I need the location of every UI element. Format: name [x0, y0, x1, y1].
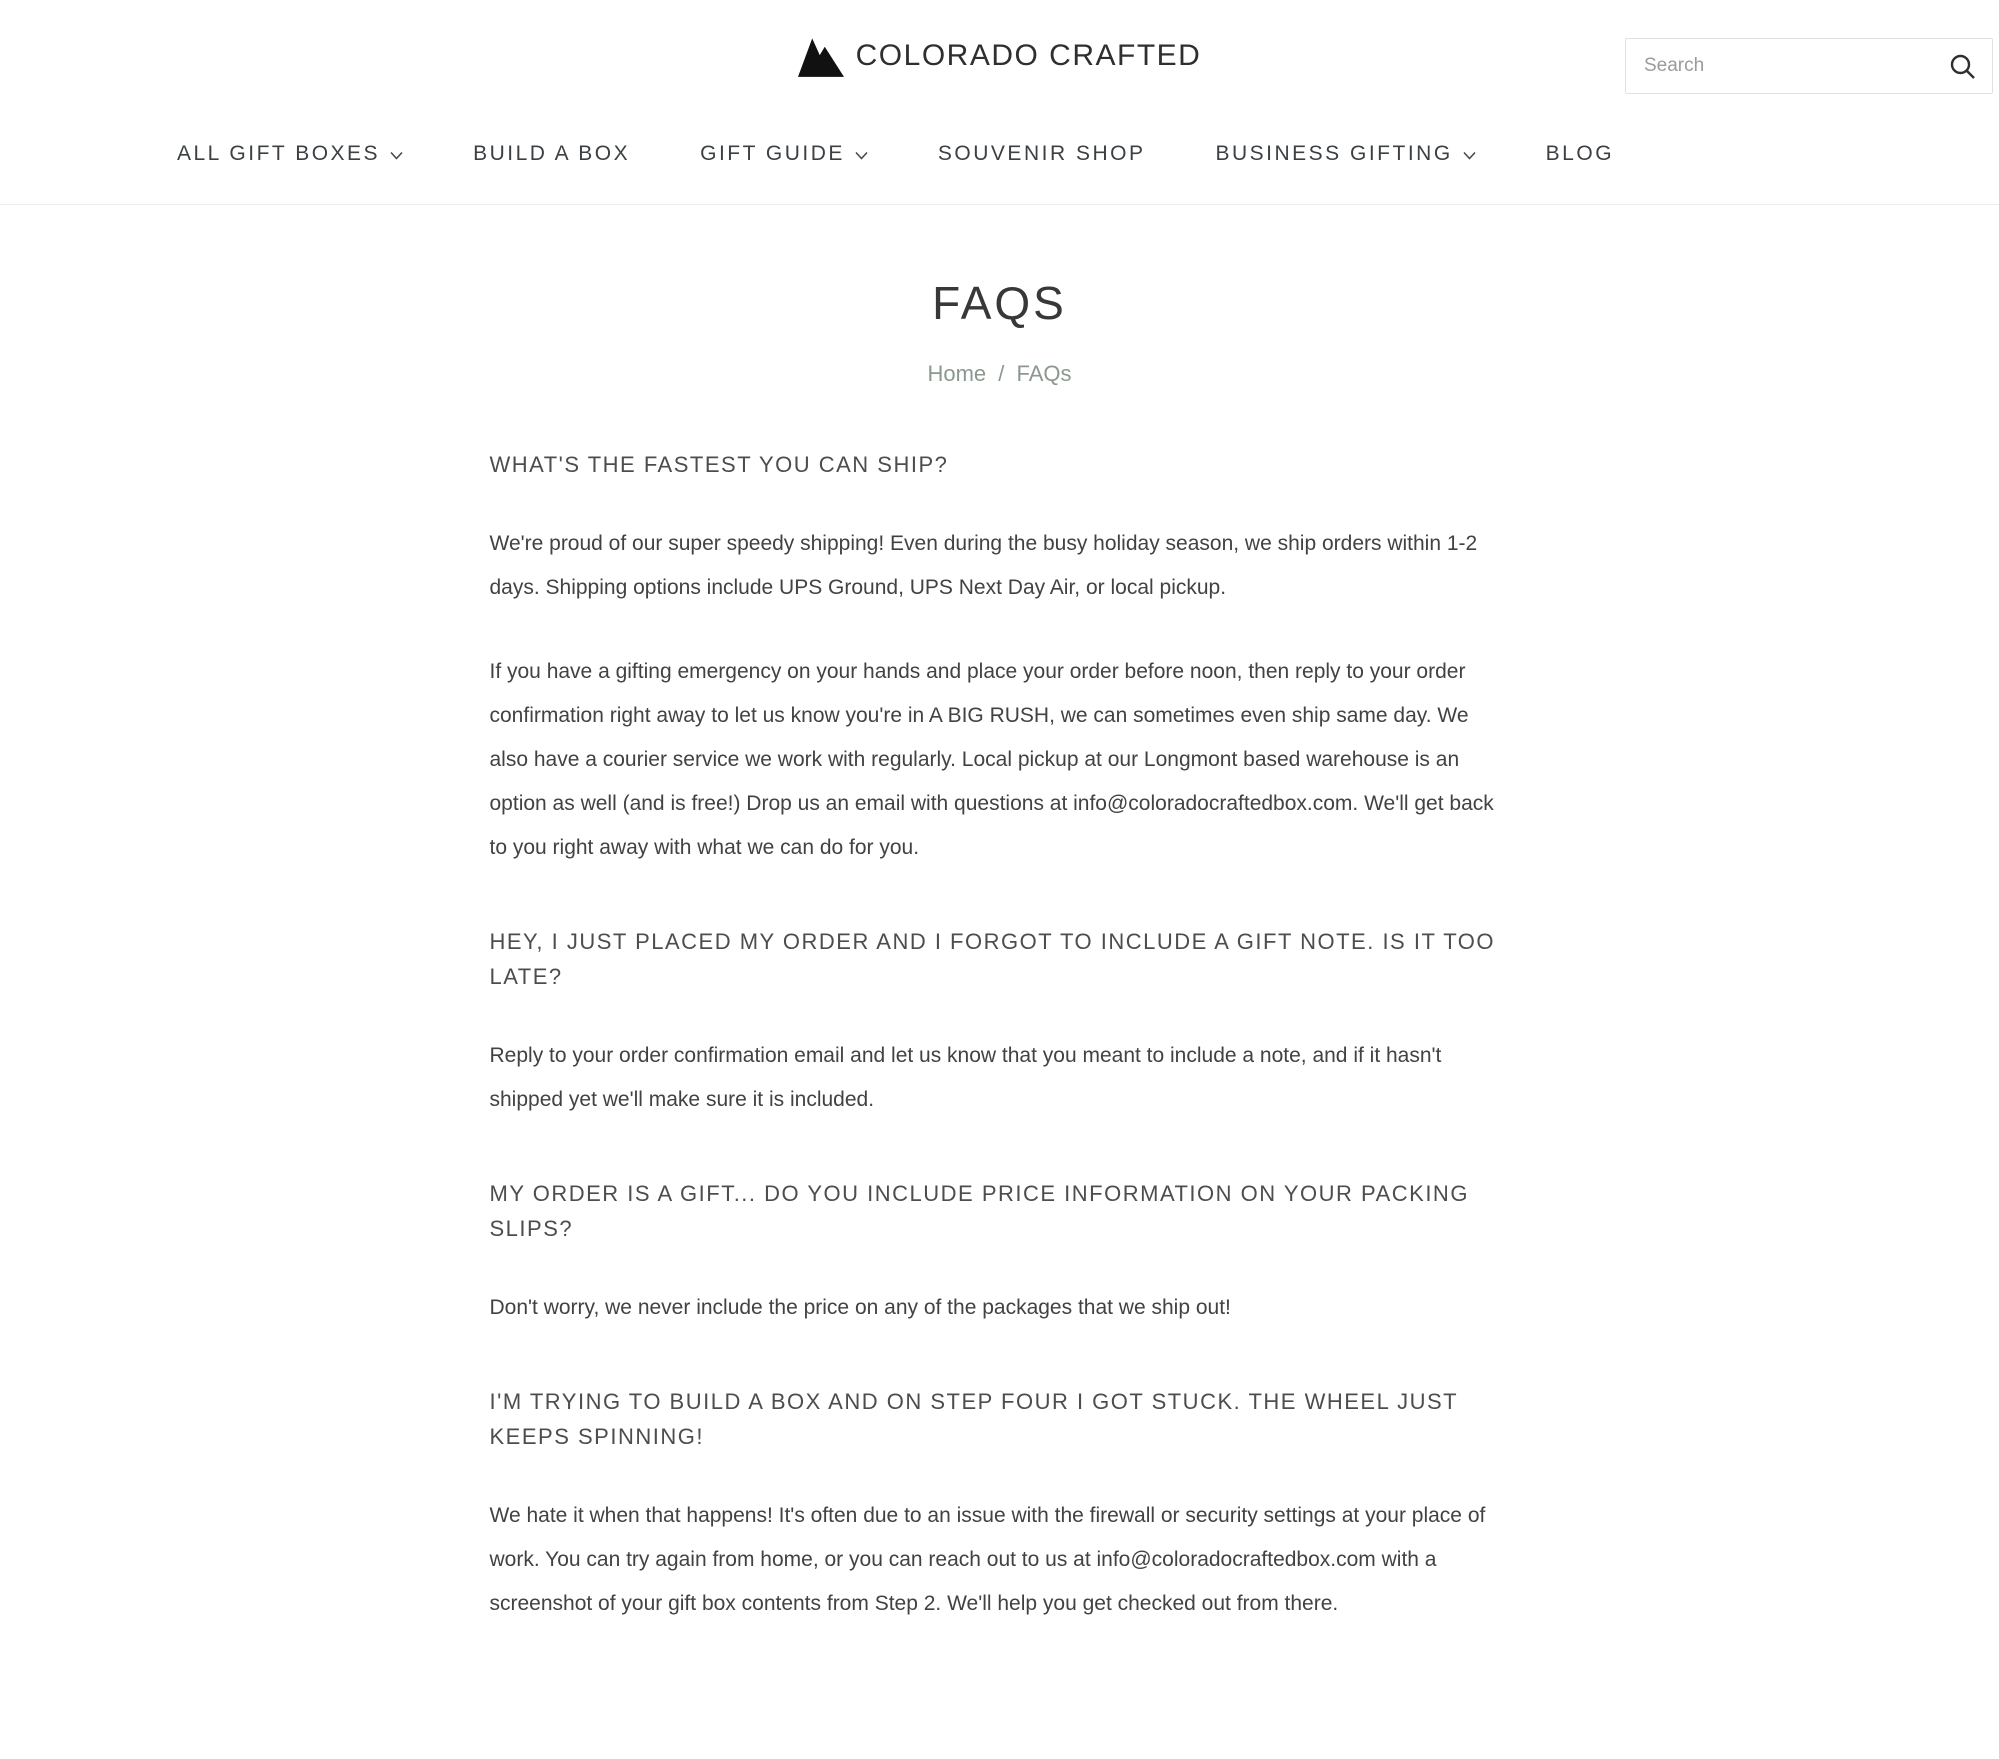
breadcrumb-home-link[interactable]: Home [927, 361, 987, 386]
header-top [0, 0, 1999, 112]
nav-item-gift-guide[interactable]: GIFT GUIDE [700, 142, 868, 166]
nav-item-build-a-box[interactable]: BUILD A BOX [473, 142, 631, 165]
faq-item [490, 1384, 1510, 1626]
site-logo[interactable] [798, 35, 1202, 77]
brand-name: COLORADO CRAFTED [855, 39, 1202, 72]
nav-item-blog[interactable]: BLOG [1545, 142, 1615, 165]
faq-answer-paragraph: We're proud of our super speedy shipping! Even during the busy holiday season, we ship orders within 1-2 days. Shipping options include UPS Ground, UPS Next Day Air, or local pickup. [489, 532, 1478, 599]
faq-page [0, 275, 1999, 1626]
nav-item-business-gifting[interactable]: BUSINESS GIFTING [1215, 142, 1475, 166]
faq-content [490, 447, 1510, 1626]
faq-question: MY ORDER IS A GIFT... DO YOU INCLUDE PRICE INFORMATION ON YOUR PACKING SLIPS? [489, 1181, 1469, 1241]
search-input[interactable] [1626, 39, 1945, 93]
page-title: FAQS [932, 277, 1067, 329]
chevron-down-icon [390, 151, 403, 160]
chevron-down-icon [1463, 151, 1476, 160]
search-icon[interactable] [1945, 53, 1992, 80]
breadcrumb-separator: / [998, 361, 1005, 386]
faq-question: HEY, I JUST PLACED MY ORDER AND I FORGOT TO INCLUDE A GIFT NOTE. IS IT TOO LATE? [489, 929, 1495, 989]
mountain-logo-icon [798, 35, 844, 77]
faq-item [490, 924, 1510, 1122]
faq-item [490, 1176, 1510, 1330]
search-box [1625, 38, 1993, 94]
faq-question: WHAT'S THE FASTEST YOU CAN SHIP? [489, 452, 949, 477]
nav-item-all-gift-boxes[interactable]: ALL GIFT BOXES [177, 142, 403, 166]
faq-item [490, 447, 1510, 870]
chevron-down-icon [855, 151, 868, 160]
breadcrumb-current: FAQs [1016, 361, 1072, 386]
faq-question: I'M TRYING TO BUILD A BOX AND ON STEP FOUR I GOT STUCK. THE WHEEL JUST KEEPS SPINNING! [489, 1389, 1458, 1449]
site-header [0, 0, 1999, 205]
main-nav [0, 112, 1999, 204]
faq-answer-paragraph: Don't worry, we never include the price on any of the packages that we ship out! [489, 1296, 1231, 1319]
faq-answer-paragraph: If you have a gifting emergency on your hands and place your order before noon, then reply to your order confirmation right away to let us know you're in A BIG RUSH, we can sometimes even ship same day. We also have a courier service we work with regularly. Local pickup at our Longmont based warehouse is an option as well (and is free!) Drop us an email with questions at info@coloradocraftedbox.com. We'll get back to you right away with what we can do for you. [489, 660, 1494, 859]
breadcrumb [0, 359, 1999, 389]
faq-answer-paragraph: We hate it when that happens! It's often due to an issue with the firewall or security settings at your place of work. You can try again from home, or you can reach out to us at info@coloradocraftedbox.com with a screenshot of your gift box contents from Step 2. We'll help you get checked out from there. [489, 1504, 1486, 1615]
faq-answer-paragraph: Reply to your order confirmation email and let us know that you meant to include a note, and if it hasn't shipped yet we'll make sure it is included. [489, 1044, 1442, 1111]
nav-item-souvenir-shop[interactable]: SOUVENIR SHOP [937, 142, 1146, 165]
